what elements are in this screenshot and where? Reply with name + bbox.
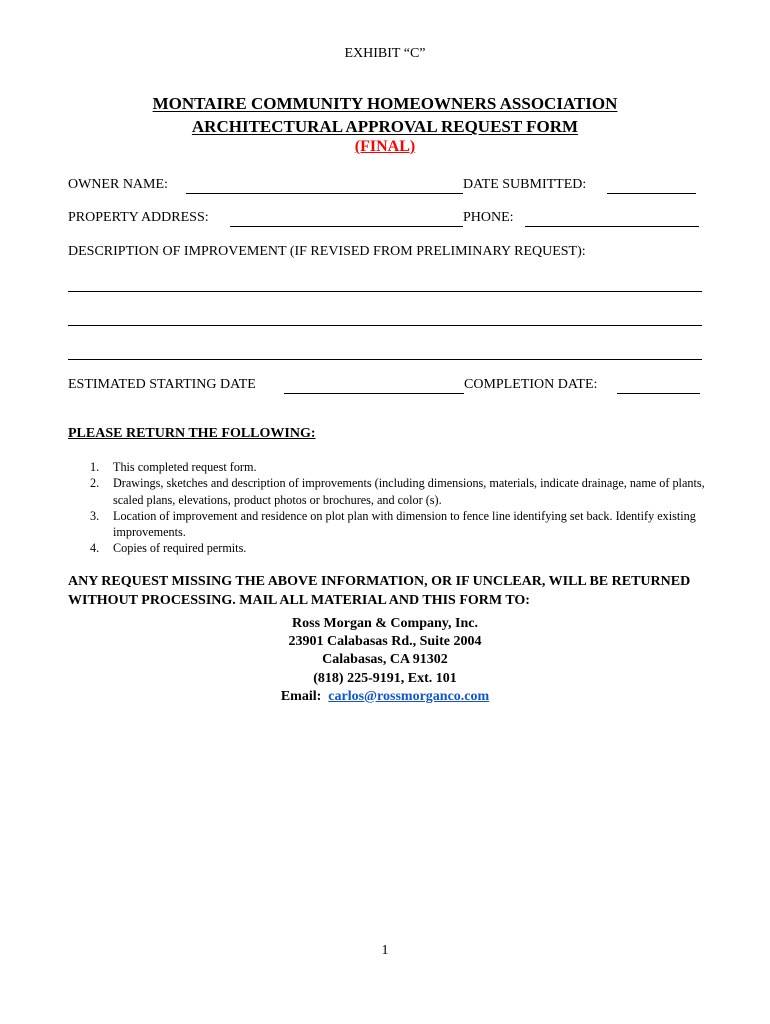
description-line-3[interactable]: [68, 359, 702, 360]
estimated-starting-date-label: ESTIMATED STARTING DATE: [68, 377, 256, 392]
description-line-1[interactable]: [68, 291, 702, 292]
final-label: (FINAL): [354, 138, 416, 155]
city-state-zip: Calabasas, CA 91302: [322, 652, 448, 668]
email-label: Email:: [280, 688, 329, 704]
date-submitted-field[interactable]: [607, 193, 696, 194]
missing-info-warning: ANY REQUEST MISSING THE ABOVE INFORMATION, OR IF UNCLEAR, WILL BE RETURNED WITHOUT PROCESSING. MAIL ALL MATERIAL AND THIS FORM TO:: [68, 574, 691, 608]
list-item-text: Drawings, sketches and description of improvements (including dimensions, materials, indicate drainage, name of plants, scaled plans, elevations, product photos or brochures, and color (s).: [113, 476, 705, 507]
list-item-text: This completed request form.: [113, 460, 257, 474]
completion-date-label: COMPLETION DATE:: [464, 377, 598, 392]
property-address-field[interactable]: [230, 226, 463, 227]
list-item: [68, 508, 708, 541]
mailing-address: [0, 615, 770, 706]
phone-field[interactable]: [525, 226, 699, 227]
list-item-text: Copies of required permits.: [113, 541, 247, 556]
phone-number: (818) 225-9191, Ext. 101: [313, 670, 457, 686]
list-item: [68, 459, 708, 475]
completion-date-field[interactable]: [617, 393, 700, 394]
phone-label: PHONE:: [463, 210, 514, 225]
owner-name-label: OWNER NAME:: [68, 177, 168, 192]
email-link[interactable]: carlos@rossmorganco.com: [328, 688, 490, 704]
list-item-number: 4.: [90, 541, 100, 556]
date-submitted-label: DATE SUBMITTED:: [463, 177, 587, 192]
list-item: [68, 540, 708, 556]
street-address: 23901 Calabasas Rd., Suite 2004: [288, 634, 482, 650]
company-name: Ross Morgan & Company, Inc.: [292, 616, 478, 631]
page-number: 1: [381, 943, 389, 958]
association-title: MONTAIRE COMMUNITY HOMEOWNERS ASSOCIATION: [152, 94, 618, 113]
list-item-number: 1.: [90, 460, 100, 474]
property-address-label: PROPERTY ADDRESS:: [68, 210, 209, 225]
requirements-list: [68, 459, 708, 557]
list-item-number: 2.: [90, 476, 100, 491]
list-item-text: Location of improvement and residence on plot plan with dimension to fence line identifying set back. Identify existing improvements.: [113, 508, 696, 540]
exhibit-label: EXHIBIT “C”: [344, 46, 426, 61]
estimated-starting-date-field[interactable]: [284, 393, 464, 394]
owner-name-field[interactable]: [186, 193, 463, 194]
email-line: [0, 688, 770, 706]
requirements-heading: PLEASE RETURN THE FOLLOWING:: [68, 426, 316, 441]
list-item-number: 3.: [90, 508, 100, 523]
description-label: DESCRIPTION OF IMPROVEMENT (IF REVISED FROM PRELIMINARY REQUEST):: [68, 244, 586, 259]
form-title: ARCHITECTURAL APPROVAL REQUEST FORM: [191, 117, 579, 136]
list-item: [68, 475, 708, 508]
description-line-2[interactable]: [68, 325, 702, 326]
